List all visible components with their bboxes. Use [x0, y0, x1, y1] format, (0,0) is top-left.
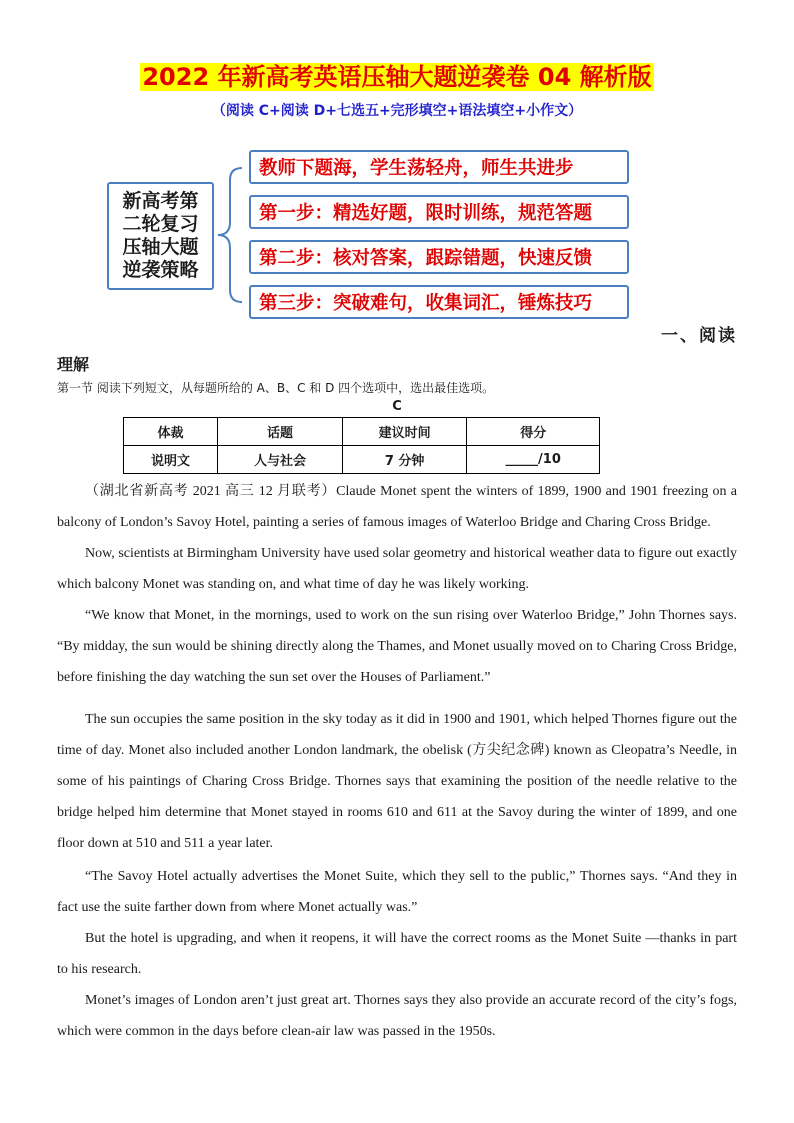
strategy-step: 第三步：突破难句，收集词汇，锤炼技巧: [249, 285, 629, 319]
score-cell: _____/10: [467, 446, 600, 474]
table-header: 体裁: [124, 418, 218, 446]
passage-label: C: [392, 399, 402, 414]
document-subtitle: （阅读 C+阅读 D+七选五+完形填空+语法填空+小作文）: [211, 103, 583, 119]
table-row: [124, 446, 600, 474]
strategy-step: 教师下题海，学生荡轻舟，师生共进步: [249, 150, 629, 184]
brace-connector: [214, 166, 244, 304]
paragraph: But the hotel is upgrading, and when it reopens, it will have the correct rooms as the Monet Suite —thanks in part to his research.: [57, 931, 737, 977]
table-cell: 人与社会: [218, 446, 343, 474]
table-header: 话题: [218, 418, 343, 446]
info-table: [123, 417, 600, 474]
table-cell: 说明文: [124, 446, 218, 474]
paragraph: Monet’s images of London aren’t just great art. Thornes says they also provide an accurate record of the city’s fogs, which were common in the days before clean-air law was passed in the 1950s.: [57, 993, 737, 1039]
table-header: 建议时间: [342, 418, 467, 446]
paragraph: The sun occupies the same position in the sky today as it did in 1900 and 1901, which helped Thornes figure out the time of day. Monet also included another London landmark, the obelisk (方尖纪念碑) known as Cleopatra’s Needle, in some of his paintings of Charing Cross Bridge. Thornes says that examining the position of the needle relative to the bridge helped him determine that Monet stayed in rooms 610 and 611 at the Savoy during the winter of 1899, and one floor down at 510 and 511 a year later.: [57, 712, 737, 851]
strategy-step: 第一步：精选好题，限时训练，规范答题: [249, 195, 629, 229]
table-header-row: [124, 418, 600, 446]
strategy-box-text: 新高考第二轮复习压轴大题逆袭策略: [122, 190, 199, 281]
paragraph: “The Savoy Hotel actually advertises the Monet Suite, which they sell to the public,” Thornes says. “And they in fact use the suite farther down from where Monet actually was.”: [57, 869, 737, 915]
sub-heading: 理解: [57, 355, 90, 374]
table-cell: 7 分钟: [342, 446, 467, 474]
table-header: 得分: [467, 418, 600, 446]
instructions: 第一节 阅读下列短文，从每题所给的 A、B、C 和 D 四个选项中，选出最佳选项。: [57, 381, 495, 395]
paragraph: （湖北省新高考 2021 高三 12 月联考）Claude Monet spent the winters of 1899, 1900 and 1901 freezing on a balcony of London’s Savoy Hotel, painting a series of famous images of Waterloo Bridge and Charing Cross Bridge.: [57, 484, 737, 530]
strategy-box: [107, 182, 214, 290]
paragraph: “We know that Monet, in the mornings, used to work on the sun rising over Waterloo Bridge,” John Thornes says. “By midday, the sun would be shining directly along the Thames, and Monet usually moved on to Charing Cross Bridge, before finishing the day watching the sun set over the Houses of Parliament.”: [57, 608, 737, 685]
strategy-step: 第二步：核对答案，跟踪错题，快速反馈: [249, 240, 629, 274]
section-heading: 一、阅读: [661, 326, 737, 346]
paragraph: Now, scientists at Birmingham University have used solar geometry and historical weather data to figure out exactly which balcony Monet was standing on, and what time of day he was likely working.: [57, 546, 737, 592]
document-title: 2022 年新高考英语压轴大题逆袭卷 04 解析版: [142, 63, 652, 91]
